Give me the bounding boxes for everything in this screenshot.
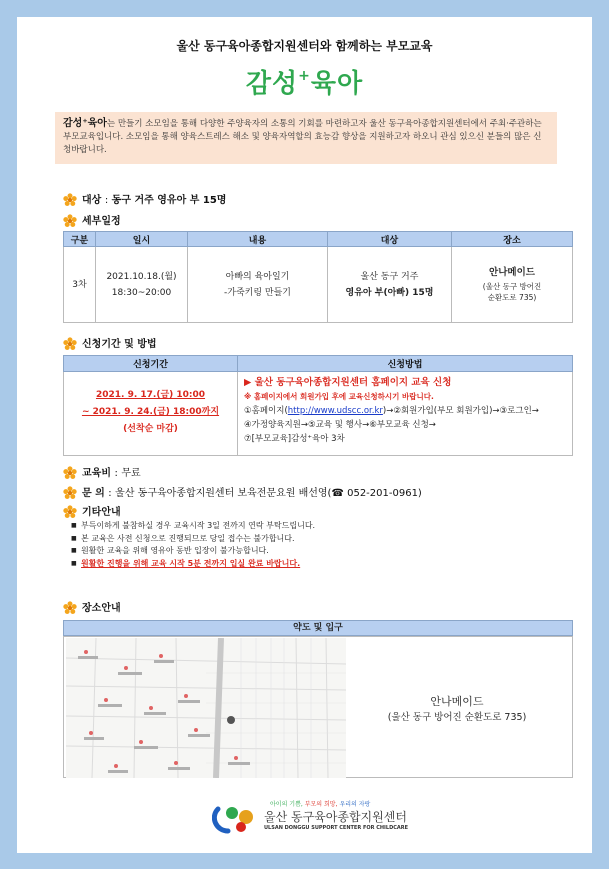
list-item: ■ 원활한 교육을 위해 영유아 동반 입장이 불가능합니다. bbox=[71, 545, 315, 558]
center-logo bbox=[212, 799, 422, 835]
flower-icon bbox=[63, 466, 77, 480]
target-section: 대상 : 동구 거주 영유아 부 15명 bbox=[63, 191, 226, 207]
flower-icon bbox=[63, 214, 77, 228]
location-section-title: 장소안내 bbox=[63, 599, 121, 615]
place-name: 안나메이드 bbox=[430, 695, 484, 708]
table-header: 대상 bbox=[328, 232, 452, 247]
flyer-sheet bbox=[17, 17, 592, 853]
method-cell: ▶ 울산 동구육아종합지원센터 홈페이지 교육 신청 ※ 홈페이지에서 회원가입 후에 교육신청하시기 바랍니다. ①홈페이지(http://www.udscc.or.kr)→②회원가입(부모 회원가입)→③로그인→ ④가정양육지원→⑤교육 및 행사→⑥부모교육 신청→ ⑦[부모교육]감성⁺육아 3차 bbox=[238, 372, 573, 456]
datetime-cell: 2021.10.18.(월) 18:30~20:00 bbox=[96, 247, 188, 323]
table-header: 장소 bbox=[452, 232, 573, 247]
flower-icon bbox=[63, 337, 77, 351]
map-header: 약도 및 입구 bbox=[63, 620, 573, 636]
place-info bbox=[357, 694, 557, 726]
list-item: ■ 본 교육은 사전 신청으로 진행되므로 당일 접수는 불가합니다. bbox=[71, 533, 315, 546]
flower-icon bbox=[63, 193, 77, 207]
content-cell: 아빠의 육아일기 -가죽키링 만들기 bbox=[188, 247, 328, 323]
flower-icon bbox=[63, 505, 77, 519]
fee-section: 교육비 : 무료 bbox=[63, 464, 141, 480]
intro-text: 는 만들기 소모임을 통해 다양한 주양육자의 소통의 기회를 마련하고자 울산 동구육아종합지원센터에서 주최·주관하는 부모교육입니다. 소모임을 통해 양육스트레스 해소 및 양육자역할의 효능감 향상을 지원하고자 하오니 관심 있으신 분들의 많은 신청바랍니다. bbox=[63, 119, 542, 155]
table-row bbox=[64, 247, 573, 323]
notes-list bbox=[71, 520, 315, 570]
flower-icon bbox=[63, 601, 77, 615]
notes-section-title: 기타안내 bbox=[63, 503, 121, 519]
logo-slogan: 아이의 기쁨, 부모의 희망, 우리의 자랑 bbox=[270, 801, 371, 808]
list-item: ■ 원활한 진행을 위해 교육 시작 5분 전까지 입실 완료 바랍니다. bbox=[71, 558, 315, 571]
schedule-table bbox=[63, 231, 573, 323]
apply-section-title: 신청기간 및 방법 bbox=[63, 335, 157, 351]
round-cell: 3차 bbox=[64, 247, 96, 323]
contact-section: 문 의 : 울산 동구육아종합지원센터 보육전문요원 배선영(☎ 052-201-0961) bbox=[63, 484, 422, 500]
place-address: (울산 동구 방어진 순환도로 735) bbox=[387, 712, 527, 723]
intro-lead: 감성⁺육아 bbox=[63, 118, 107, 129]
center-logo-icon bbox=[212, 801, 258, 835]
contact-value: 울산 동구육아종합지원센터 보육전문요원 배선영(☎ 052-201-0961) bbox=[115, 488, 422, 499]
homepage-link[interactable]: http://www.udscc.or.kr bbox=[287, 406, 383, 416]
list-item: ■ 부득이하게 불참하실 경우 교육시작 3일 전까지 연락 부탁드립니다. bbox=[71, 520, 315, 533]
table-header: 신청방법 bbox=[238, 356, 573, 372]
schedule-section-title: 세부일정 bbox=[63, 212, 121, 228]
fee-value: 무료 bbox=[121, 468, 141, 479]
logo-org-english: ULSAN DONGGU SUPPORT CENTER FOR CHILDCARE bbox=[264, 825, 409, 831]
table-header: 일시 bbox=[96, 232, 188, 247]
place-cell: 안나메이드 (울산 동구 방어진 순환도로 735) bbox=[452, 247, 573, 323]
intro-box bbox=[55, 112, 557, 164]
target-cell: 울산 동구 거주 영유아 부(아빠) 15명 bbox=[328, 247, 452, 323]
flyer-subtitle: 울산 동구육아종합지원센터와 함께하는 부모교육 bbox=[176, 39, 433, 53]
flyer-title: 감성+육아 bbox=[245, 68, 364, 99]
table-row bbox=[64, 372, 573, 456]
target-value: 동구 거주 영유아 부 15명 bbox=[111, 195, 227, 206]
flower-icon bbox=[63, 486, 77, 500]
logo-org-name: 울산 동구육아종합지원센터 bbox=[264, 810, 407, 824]
table-header: 신청기간 bbox=[64, 356, 238, 372]
map-image[interactable] bbox=[66, 638, 346, 778]
table-header: 구분 bbox=[64, 232, 96, 247]
map-marker-icon bbox=[227, 716, 235, 724]
apply-table bbox=[63, 355, 573, 456]
period-cell: 2021. 9. 17.(금) 10:00 ~ 2021. 9. 24.(금) 18:00까지 (선착순 마감) bbox=[64, 372, 238, 456]
table-header: 내용 bbox=[188, 232, 328, 247]
